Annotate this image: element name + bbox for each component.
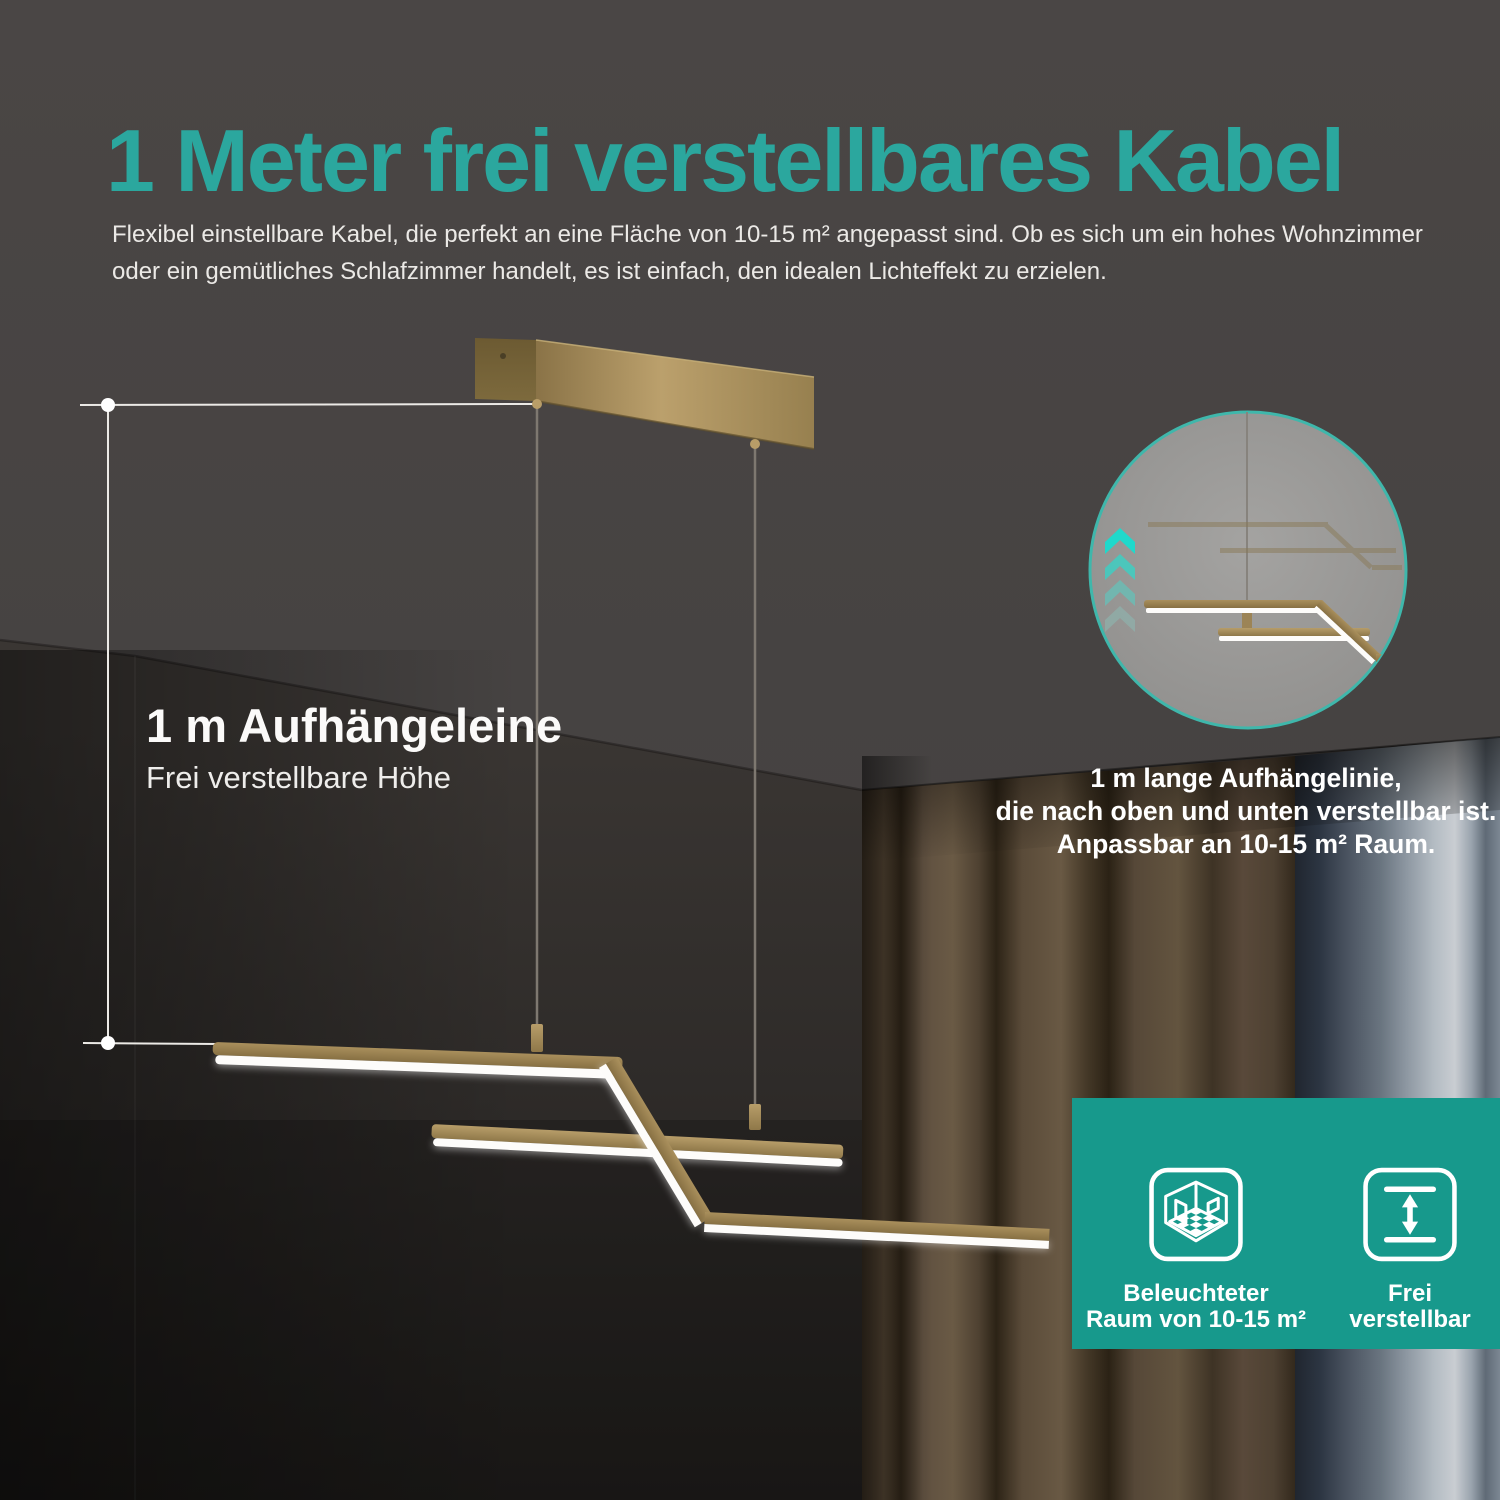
inset-caption-line: die nach oben und unten verstellbar ist. [995, 796, 1497, 826]
measurement-subheading: Frei verstellbare Höhe [146, 760, 451, 795]
dimension-dot-bottom [101, 1036, 115, 1050]
inset-caption-line: 1 m lange Aufhängelinie, [1090, 763, 1402, 793]
height-adjustable-icon [1362, 1166, 1459, 1263]
illuminated-room-icon [1148, 1166, 1245, 1263]
feature-label: Beleuchteter Raum von 10-15 m² [1085, 1280, 1307, 1333]
page-title: 1 Meter frei verstellbares Kabel [106, 111, 1344, 210]
feature-illuminated-room [1072, 1098, 1320, 1349]
feature-box [1072, 1098, 1500, 1349]
dimension-dot-top [101, 398, 115, 412]
inset-caption [954, 762, 1500, 861]
inset-caption-line: Anpassbar an 10-15 m² Raum. [1056, 829, 1436, 859]
intro-line: oder ein gemütliches Schlafzimmer handelt, es ist einfach, den idealen Lichteffekt zu erzielen. [112, 258, 1107, 285]
measurement-heading: 1 m Aufhängeleine [146, 699, 563, 752]
intro-line: Flexibel einstellbare Kabel, die perfekt an eine Fläche von 10-15 m² angepasst sind. Ob es sich um ein hohes Wohnzimmer [112, 221, 1423, 248]
feature-label: Frei verstellbar [1349, 1280, 1471, 1333]
intro-paragraph [112, 216, 1423, 290]
adjustability-inset [1089, 410, 1407, 729]
feature-height-adjustable [1320, 1098, 1500, 1349]
